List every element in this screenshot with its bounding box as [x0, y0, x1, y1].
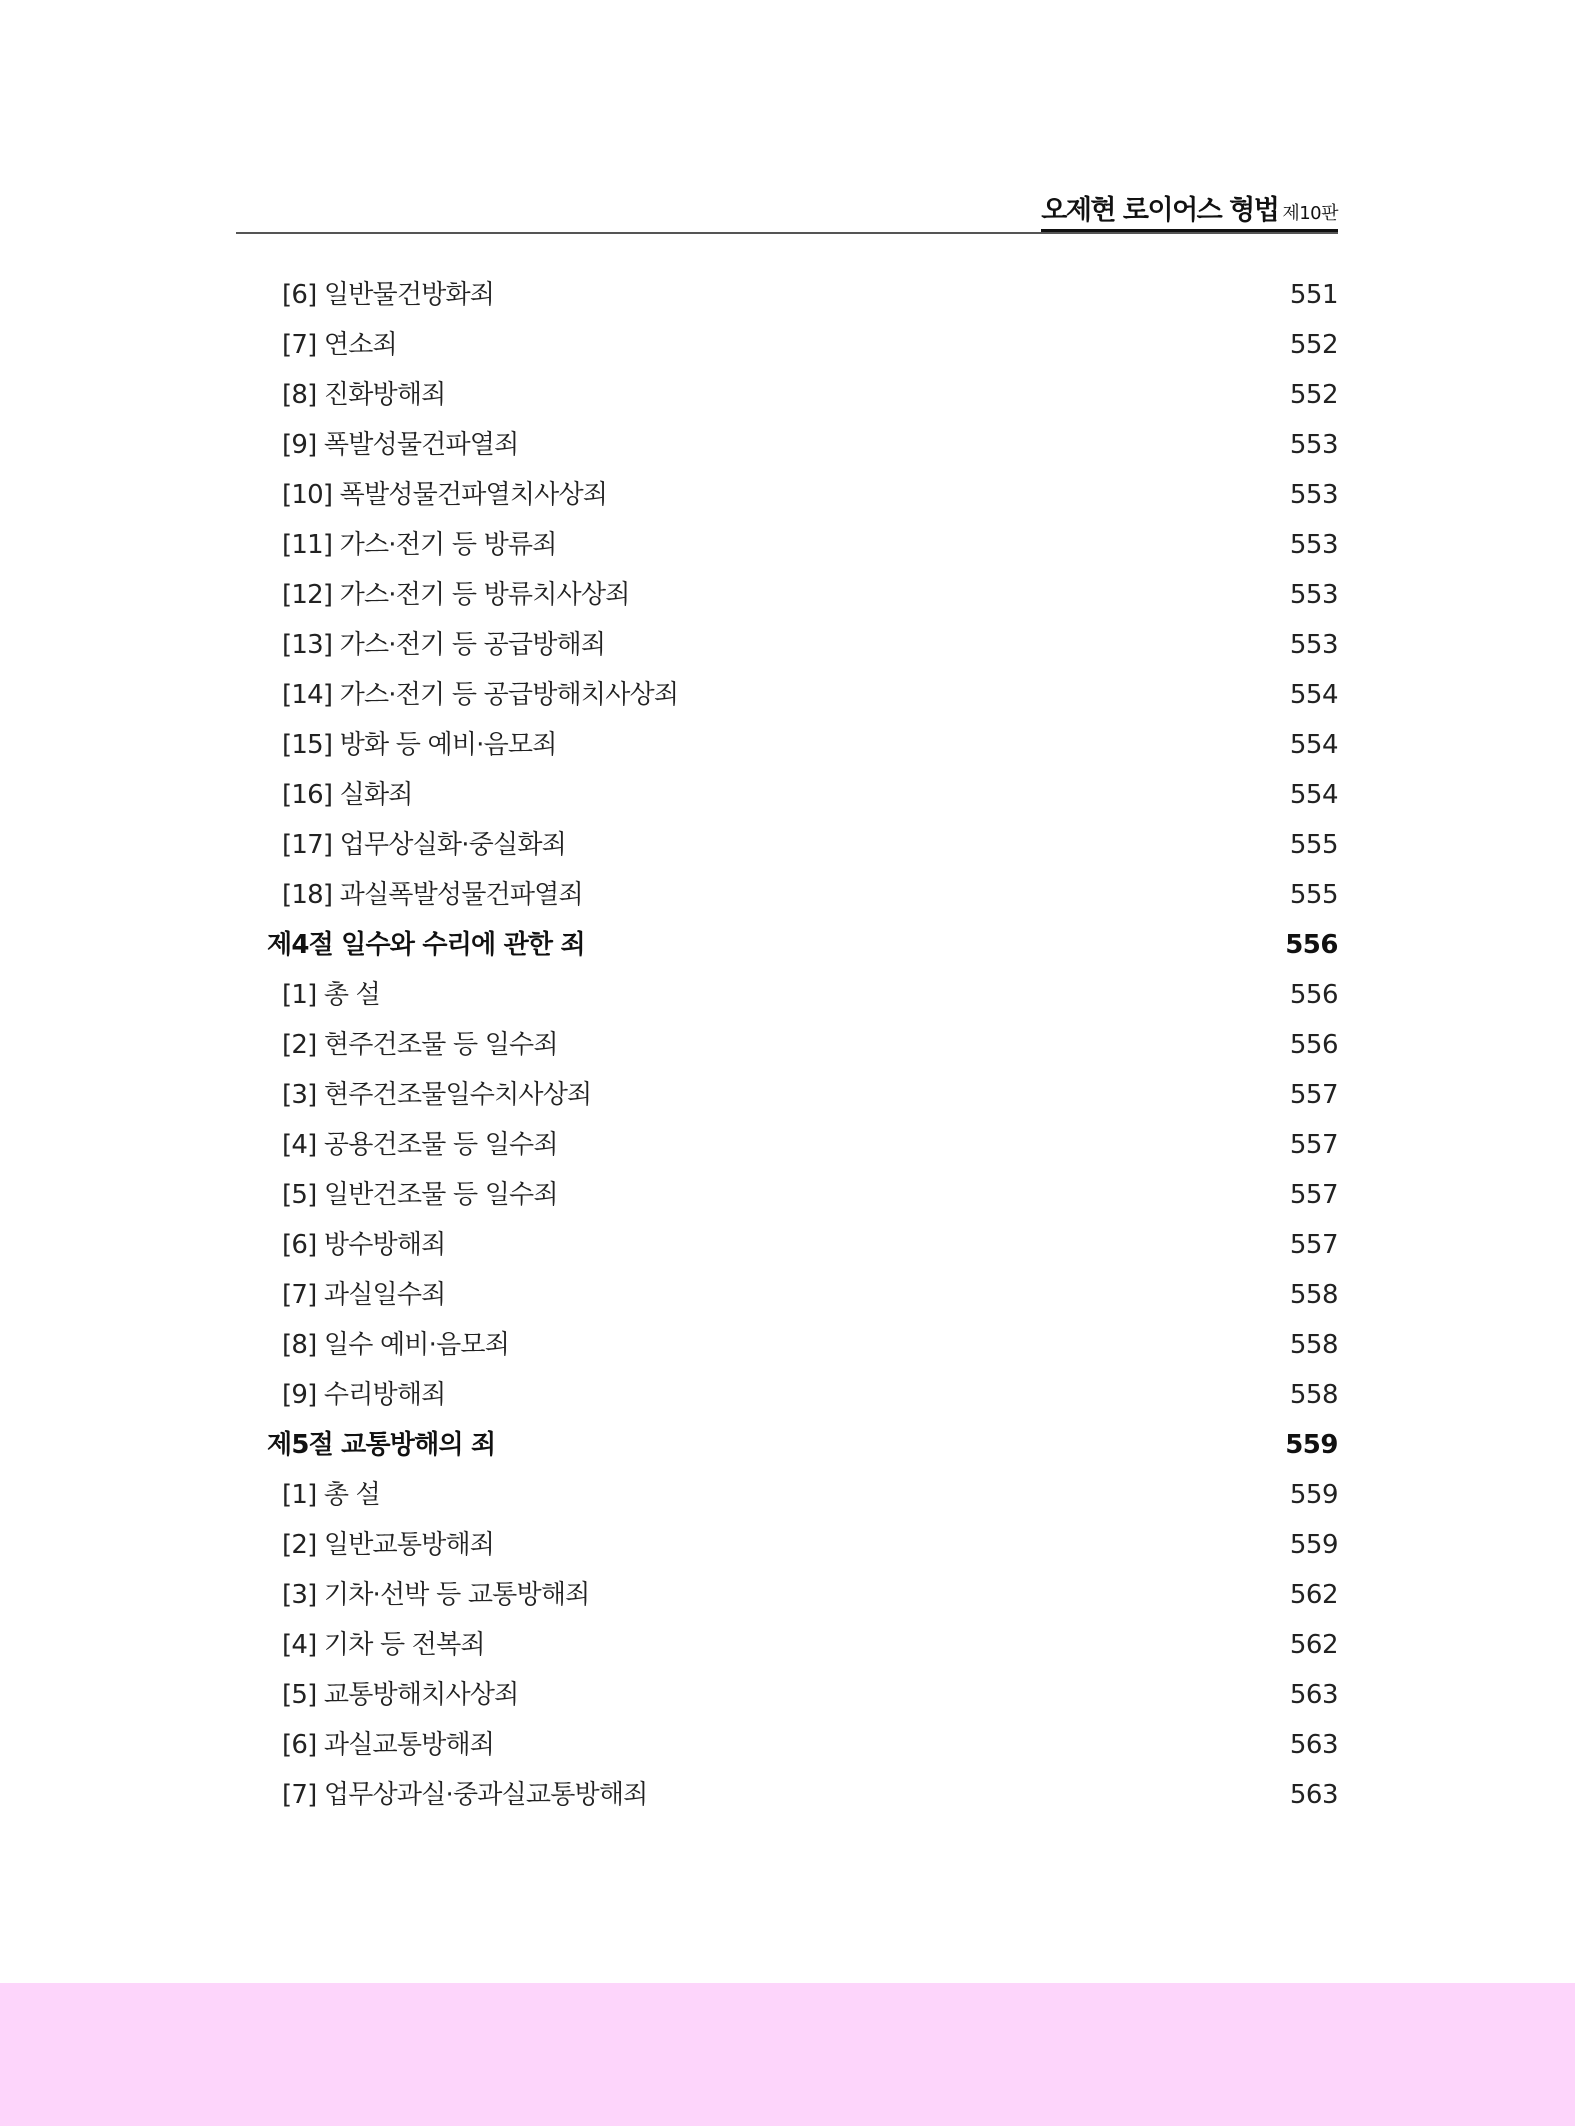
toc-page-number: 551	[1289, 280, 1338, 310]
toc-page-number: 556	[1289, 1030, 1338, 1060]
toc-page-number: 556	[1289, 980, 1338, 1010]
toc-entry-title: [11] 가스·전기 등 방류죄	[282, 530, 557, 560]
toc-entry-title: [7] 과실일수죄	[282, 1280, 446, 1310]
toc-entry[interactable]	[0, 820, 1575, 870]
book-title: 오제현 로이어스 형법	[1041, 195, 1279, 226]
toc-section-heading[interactable]	[0, 920, 1575, 970]
toc-entry-title: [5] 교통방해치사상죄	[282, 1680, 519, 1710]
toc-page-number: 553	[1289, 480, 1338, 510]
toc-page-number: 553	[1289, 530, 1338, 560]
toc-page-number: 552	[1289, 330, 1338, 360]
toc-entry-title: [3] 기차·선박 등 교통방해죄	[282, 1580, 590, 1610]
toc-entry-title: [1] 총 설	[282, 980, 380, 1010]
toc-entry[interactable]	[0, 1620, 1575, 1670]
toc-page-number: 557	[1289, 1180, 1338, 1210]
toc-page-number: 562	[1289, 1630, 1338, 1660]
toc-entry[interactable]	[0, 670, 1575, 720]
toc-page-number: 563	[1289, 1730, 1338, 1760]
toc-entry[interactable]	[0, 770, 1575, 820]
toc-entry[interactable]	[0, 870, 1575, 920]
toc-entry[interactable]	[0, 1170, 1575, 1220]
toc-entry[interactable]	[0, 1320, 1575, 1370]
toc-page-number: 558	[1289, 1380, 1338, 1410]
toc-entry[interactable]	[0, 1520, 1575, 1570]
edition-label: 제10판	[1282, 203, 1338, 224]
toc-page-number: 554	[1289, 730, 1338, 760]
toc-entry-title: [9] 수리방해죄	[282, 1380, 446, 1410]
toc-entry-title: [5] 일반건조물 등 일수죄	[282, 1180, 558, 1210]
toc-page-number: 558	[1289, 1330, 1338, 1360]
toc-entry-title: [7] 연소죄	[282, 330, 397, 360]
toc-page-number: 553	[1289, 580, 1338, 610]
toc-entry-title: [14] 가스·전기 등 공급방해치사상죄	[282, 680, 679, 710]
toc-page-number: 555	[1289, 880, 1338, 910]
toc-page-number: 556	[1285, 930, 1338, 960]
toc-page-number: 558	[1289, 1280, 1338, 1310]
toc-entry-title: [6] 과실교통방해죄	[282, 1730, 495, 1760]
toc-page-number: 559	[1285, 1430, 1338, 1460]
toc-entry-title: [8] 진화방해죄	[282, 380, 446, 410]
toc-entry[interactable]	[0, 520, 1575, 570]
toc-entry[interactable]	[0, 1470, 1575, 1520]
toc-entry-title: [16] 실화죄	[282, 780, 413, 810]
toc-entry-title: [10] 폭발성물건파열치사상죄	[282, 480, 608, 510]
toc-entry[interactable]	[0, 1570, 1575, 1620]
toc-entry[interactable]	[0, 1120, 1575, 1170]
header-rule	[236, 232, 1338, 234]
toc-entry[interactable]	[0, 320, 1575, 370]
toc-entry-title: [12] 가스·전기 등 방류치사상죄	[282, 580, 630, 610]
toc-entry-title: [9] 폭발성물건파열죄	[282, 430, 519, 460]
page-header	[236, 188, 1338, 236]
toc-entry-title: [18] 과실폭발성물건파열죄	[282, 880, 583, 910]
toc-entry-title: [6] 일반물건방화죄	[282, 280, 495, 310]
toc-page-number: 555	[1289, 830, 1338, 860]
toc-entry-title: [2] 일반교통방해죄	[282, 1530, 495, 1560]
toc-entry[interactable]	[0, 1220, 1575, 1270]
toc-entry-title: [13] 가스·전기 등 공급방해죄	[282, 630, 606, 660]
toc-page-number: 553	[1289, 630, 1338, 660]
toc-page-number: 559	[1289, 1480, 1338, 1510]
toc-entry-title: [2] 현주건조물 등 일수죄	[282, 1030, 558, 1060]
toc-entry[interactable]	[0, 370, 1575, 420]
toc-entry[interactable]	[0, 1070, 1575, 1120]
toc-entry-title: [4] 기차 등 전복죄	[282, 1630, 485, 1660]
toc-entry[interactable]	[0, 1370, 1575, 1420]
toc-page-number: 562	[1289, 1580, 1338, 1610]
toc-entry-title: 제5절 교통방해의 죄	[267, 1430, 496, 1460]
toc-entry[interactable]	[0, 970, 1575, 1020]
toc-entry-title: [17] 업무상실화·중실화죄	[282, 830, 566, 860]
toc-entry[interactable]	[0, 420, 1575, 470]
toc-entry-title: [4] 공용건조물 등 일수죄	[282, 1130, 558, 1160]
toc-page-number: 557	[1289, 1080, 1338, 1110]
toc-entry[interactable]	[0, 620, 1575, 670]
toc-entry[interactable]	[0, 720, 1575, 770]
toc-entry-title: [1] 총 설	[282, 1480, 380, 1510]
toc-page-number: 563	[1289, 1680, 1338, 1710]
toc-page-number: 553	[1289, 430, 1338, 460]
toc-entry-title: [6] 방수방해죄	[282, 1230, 446, 1260]
toc-entry[interactable]	[0, 1670, 1575, 1720]
toc-entry-title: 제4절 일수와 수리에 관한 죄	[267, 930, 585, 960]
toc-entry[interactable]	[0, 1720, 1575, 1770]
running-title	[1041, 188, 1338, 233]
toc-section-heading[interactable]	[0, 1420, 1575, 1470]
toc-page-number: 557	[1289, 1130, 1338, 1160]
toc-page-number: 552	[1289, 380, 1338, 410]
toc-page-number: 554	[1289, 680, 1338, 710]
footer-band	[0, 1983, 1575, 2126]
toc-entry[interactable]	[0, 570, 1575, 620]
toc-page-number: 563	[1289, 1780, 1338, 1810]
toc-page-number: 554	[1289, 780, 1338, 810]
toc-entry-title: [15] 방화 등 예비·음모죄	[282, 730, 557, 760]
toc-entry[interactable]	[0, 1020, 1575, 1070]
toc-page-number: 559	[1289, 1530, 1338, 1560]
toc-entry-title: [8] 일수 예비·음모죄	[282, 1330, 510, 1360]
toc-entry-title: [3] 현주건조물일수치사상죄	[282, 1080, 592, 1110]
toc-entry-title: [7] 업무상과실·중과실교통방해죄	[282, 1780, 648, 1810]
toc-entry[interactable]	[0, 1770, 1575, 1820]
toc-entry[interactable]	[0, 470, 1575, 520]
toc-entry[interactable]	[0, 1270, 1575, 1320]
toc-entry[interactable]	[0, 270, 1575, 320]
toc-page-number: 557	[1289, 1230, 1338, 1260]
